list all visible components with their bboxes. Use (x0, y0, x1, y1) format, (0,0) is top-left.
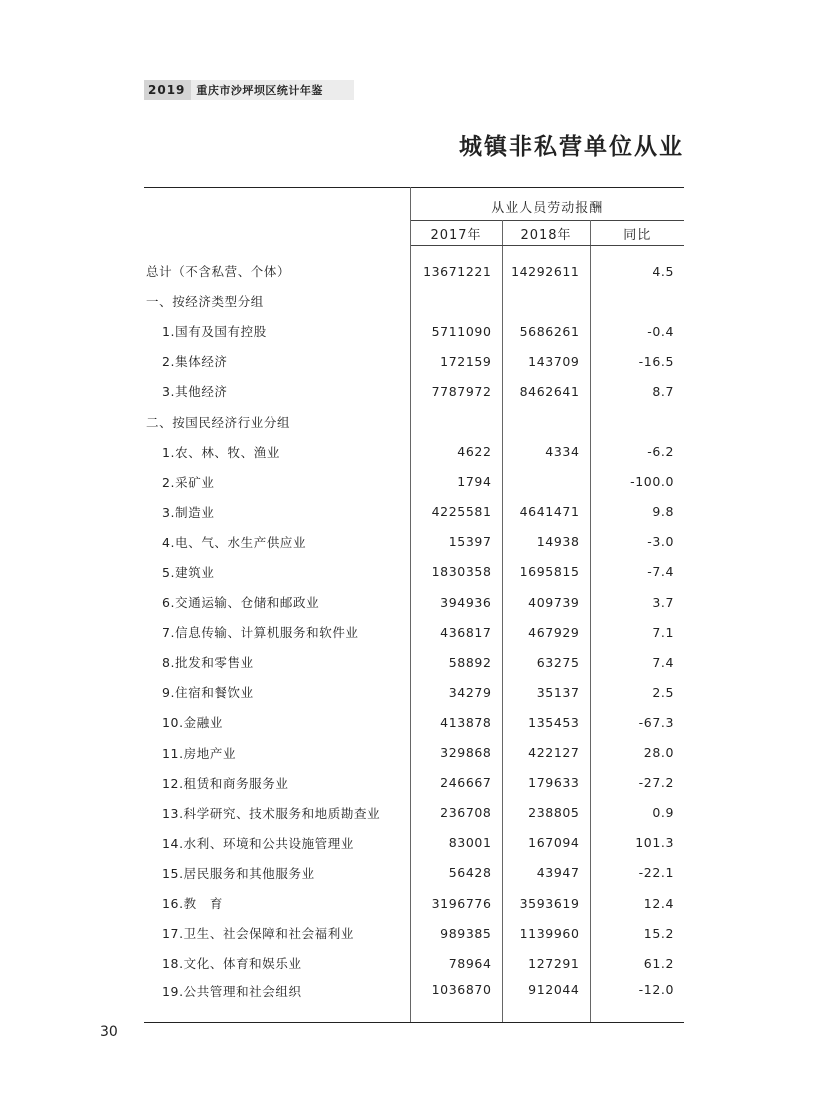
value-2018: 5686261 (502, 316, 590, 346)
value-yoy: 101.3 (590, 828, 684, 858)
value-yoy: -12.0 (590, 978, 684, 1023)
value-2018: 912044 (502, 978, 590, 1023)
value-2017: 5711090 (410, 316, 502, 346)
value-yoy: 61.2 (590, 948, 684, 978)
value-2018: 143709 (502, 346, 590, 376)
table-row (144, 557, 684, 587)
value-2018: 127291 (502, 948, 590, 978)
value-2017: 236708 (410, 798, 502, 828)
value-yoy: 4.5 (590, 256, 684, 286)
row-label: 7.信息传输、计算机服务和软件业 (162, 625, 359, 641)
value-2017: 989385 (410, 918, 502, 948)
row-label: 16.教 育 (162, 896, 223, 912)
value-2018: 63275 (502, 647, 590, 677)
value-2018: 8462641 (502, 376, 590, 406)
value-2018: 43947 (502, 858, 590, 888)
value-2017: 3196776 (410, 888, 502, 918)
table-row (144, 286, 684, 316)
row-label: 2.采矿业 (162, 474, 215, 490)
row-label: 4.电、气、水生产供应业 (162, 534, 307, 550)
value-yoy: -100.0 (590, 467, 684, 497)
header-title: 重庆市沙坪坝区统计年鉴 (196, 84, 323, 97)
value-2018: 238805 (502, 798, 590, 828)
table-body (144, 246, 684, 1023)
row-label: 9.住宿和餐饮业 (162, 685, 254, 701)
value-2018: 3593619 (502, 888, 590, 918)
table-row (144, 828, 684, 858)
value-yoy: 15.2 (590, 918, 684, 948)
value-2017: 246667 (410, 768, 502, 798)
value-2017: 13671221 (410, 256, 502, 286)
table-corner-cell (144, 188, 410, 246)
value-yoy: -3.0 (590, 527, 684, 557)
value-2018 (502, 286, 590, 316)
row-label: 15.居民服务和其他服务业 (162, 865, 315, 881)
value-2018: 4641471 (502, 497, 590, 527)
table-row (144, 437, 684, 467)
row-label: 3.制造业 (162, 504, 215, 520)
value-yoy (590, 406, 684, 436)
row-label: 总计（不含私营、个体） (146, 264, 291, 280)
row-label: 19.公共管理和社会组织 (144, 978, 410, 1023)
value-2017: 172159 (410, 346, 502, 376)
value-yoy: -27.2 (590, 768, 684, 798)
row-label: 二、按国民经济行业分组 (146, 414, 291, 430)
value-yoy: -7.4 (590, 557, 684, 587)
header-year: 2019 (144, 80, 191, 100)
value-yoy: 8.7 (590, 376, 684, 406)
value-yoy (590, 286, 684, 316)
row-label: 18.文化、体育和娱乐业 (162, 956, 302, 972)
table-row (144, 256, 684, 286)
running-header (144, 80, 354, 100)
value-2018: 14292611 (502, 256, 590, 286)
page-title: 城镇非私营单位从业 (459, 134, 684, 160)
value-2017: 413878 (410, 707, 502, 737)
table-row (144, 738, 684, 768)
value-2017: 83001 (410, 828, 502, 858)
value-2017: 1830358 (410, 557, 502, 587)
value-2018: 409739 (502, 587, 590, 617)
page-number: 30 (100, 1024, 118, 1040)
row-label: 11.房地产业 (162, 745, 237, 761)
value-yoy: -22.1 (590, 858, 684, 888)
table-row (144, 707, 684, 737)
table-row (144, 918, 684, 948)
value-2017: 1036870 (410, 978, 502, 1023)
value-2018: 1139960 (502, 918, 590, 948)
table-row (144, 316, 684, 346)
value-yoy: -67.3 (590, 707, 684, 737)
value-2017: 1794 (410, 467, 502, 497)
row-label: 2.集体经济 (162, 354, 228, 370)
row-label: 12.租赁和商务服务业 (162, 775, 289, 791)
value-yoy: 0.9 (590, 798, 684, 828)
column-header-yoy: 同比 (590, 221, 684, 246)
value-2018: 135453 (502, 707, 590, 737)
value-2017: 15397 (410, 527, 502, 557)
row-label: 8.批发和零售业 (162, 655, 254, 671)
table-row (144, 677, 684, 707)
row-label: 13.科学研究、技术服务和地质勘查业 (162, 805, 381, 821)
value-2017: 34279 (410, 677, 502, 707)
table-row (144, 888, 684, 918)
table-row (144, 406, 684, 436)
value-2018: 35137 (502, 677, 590, 707)
value-2017: 394936 (410, 587, 502, 617)
row-label: 17.卫生、社会保障和社会福利业 (162, 926, 354, 942)
row-label: 6.交通运输、仓储和邮政业 (162, 595, 320, 611)
table-row (144, 768, 684, 798)
value-2017: 56428 (410, 858, 502, 888)
value-2018: 422127 (502, 738, 590, 768)
column-header-2017: 2017年 (410, 221, 502, 246)
value-yoy: 9.8 (590, 497, 684, 527)
statistics-table (144, 187, 684, 1023)
table-row (144, 346, 684, 376)
table-row (144, 798, 684, 828)
value-yoy: 7.1 (590, 617, 684, 647)
value-2017 (410, 286, 502, 316)
spacer-row (144, 246, 684, 257)
row-label: 1.国有及国有控股 (162, 324, 267, 340)
table-row (144, 467, 684, 497)
row-label: 14.水利、环境和公共设施管理业 (162, 835, 354, 851)
value-2017 (410, 406, 502, 436)
value-2018: 467929 (502, 617, 590, 647)
value-2018: 167094 (502, 828, 590, 858)
value-yoy: 7.4 (590, 647, 684, 677)
table-row (144, 587, 684, 617)
value-yoy: -0.4 (590, 316, 684, 346)
row-label: 3.其他经济 (162, 384, 228, 400)
value-2018: 1695815 (502, 557, 590, 587)
value-2017: 58892 (410, 647, 502, 677)
value-2018: 4334 (502, 437, 590, 467)
value-2017: 4225581 (410, 497, 502, 527)
table-row (144, 978, 684, 1023)
value-yoy: -6.2 (590, 437, 684, 467)
value-2018 (502, 467, 590, 497)
table-row (144, 948, 684, 978)
value-2017: 78964 (410, 948, 502, 978)
value-yoy: -16.5 (590, 346, 684, 376)
column-header-2018: 2018年 (502, 221, 590, 246)
value-2017: 7787972 (410, 376, 502, 406)
table-row (144, 497, 684, 527)
value-yoy: 3.7 (590, 587, 684, 617)
value-2017: 4622 (410, 437, 502, 467)
table-row (144, 858, 684, 888)
value-yoy: 28.0 (590, 738, 684, 768)
column-group-header: 从业人员劳动报酬 (410, 188, 684, 221)
table-row (144, 647, 684, 677)
value-2017: 436817 (410, 617, 502, 647)
table-row (144, 376, 684, 406)
table-row (144, 527, 684, 557)
row-label: 10.金融业 (162, 715, 223, 731)
row-label: 1.农、林、牧、渔业 (162, 444, 280, 460)
table-row (144, 617, 684, 647)
row-label: 5.建筑业 (162, 564, 215, 580)
value-2018 (502, 406, 590, 436)
value-yoy: 2.5 (590, 677, 684, 707)
value-2018: 14938 (502, 527, 590, 557)
value-2017: 329868 (410, 738, 502, 768)
value-2018: 179633 (502, 768, 590, 798)
value-yoy: 12.4 (590, 888, 684, 918)
row-label: 一、按经济类型分组 (146, 294, 264, 310)
